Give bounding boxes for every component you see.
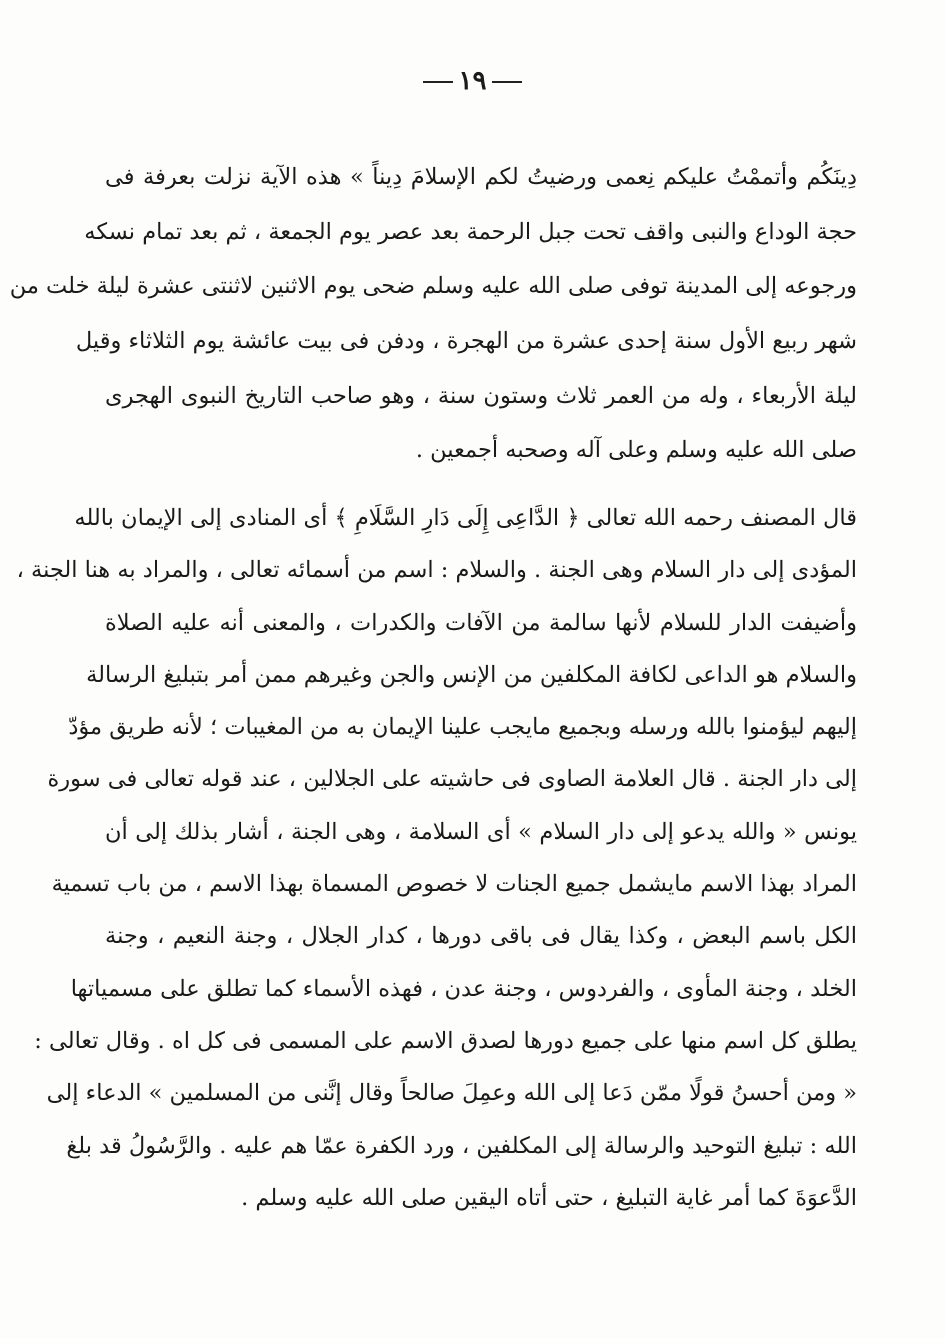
- text-line: إلى دار الجنة . قال العلامة الصاوى فى حاشيته على الجلالين ، عند قوله تعالى فى سورة: [47, 766, 857, 793]
- text-line: والسلام هو الداعى لكافة المكلفين من الإنس والجن وغيرهم ممن أمر بتبليغ الرسالة: [86, 661, 857, 688]
- text-line: شهر ربيع الأول سنة إحدى عشرة من الهجرة ، ودفن فى بيت عائشة يوم الثلاثاء وقيل: [75, 328, 857, 355]
- text-line: « ومن أحسنُ قولًا ممّن دَعا إلى الله وعمِلَ صالحاً وقال إنَّنى من المسلمين » الدعاء إلى: [46, 1080, 857, 1107]
- page-number-dash-right: [492, 81, 522, 83]
- text-line: يونس « والله يدعو إلى دار السلام » أى السلامة ، وهى الجنة ، أشار بذلك إلى أن: [105, 818, 857, 845]
- page-number-dash-left: [423, 81, 453, 83]
- paragraph-2: [16, 492, 857, 1224]
- text-line: ورجوعه إلى المدينة توفى صلى الله عليه وسلم ضحى يوم الاثنين لاثنتى عشرة ليلة خلت من: [9, 273, 857, 300]
- text-line: صلى الله عليه وسلم وعلى آله وصحبه أجمعين .: [415, 437, 857, 464]
- text-line: المراد بهذا الاسم مايشمل جميع الجنات لا خصوص المسماة بهذا الاسم ، من باب تسمية: [51, 871, 857, 898]
- text-line: المؤدى إلى دار السلام وهى الجنة . والسلام : اسم من أسمائه تعالى ، والمراد به هنا الجنة ،: [16, 557, 857, 584]
- paragraph-1: [9, 150, 857, 478]
- text-line: يطلق كل اسم منها على جميع دورها لصدق الاسم على المسمى فى كل اه . وقال تعالى :: [34, 1027, 857, 1054]
- page-number: [0, 66, 945, 96]
- text-line: الدَّعوَةَ كما أمر غاية التبليغ ، حتى أتاه اليقين صلى الله عليه وسلم .: [241, 1184, 857, 1211]
- page-number-text: ١٩: [458, 66, 487, 96]
- text-line: قال المصنف رحمه الله تعالى ﴿ الدَّاعِى إِلَى دَارِ السَّلَامِ ﴾ أى المنادى إلى الإيمان بالله: [74, 505, 857, 531]
- text-line: وأضيفت الدار للسلام لأنها سالمة من الآفات والكدرات ، والمعنى أنه عليه الصلاة: [105, 609, 857, 636]
- text-line: دِينَكُم وأتممْتُ عليكم نِعمى ورضيتُ لكم الإسلامَ دِيناً » هذه الآية نزلت بعرفة فى: [105, 164, 857, 190]
- text-line: حجة الوداع والنبى واقف تحت جبل الرحمة بعد عصر يوم الجمعة ، ثم بعد تمام نسكه: [84, 218, 857, 245]
- text-line: الخلد ، وجنة المأوى ، والفردوس ، وجنة عدن ، فهذه الأسماء كما تطلق على مسمياتها: [70, 975, 857, 1002]
- text-line: الكل باسم البعض ، وكذا يقال فى باقى دورها ، كدار الجلال ، وجنة النعيم ، وجنة: [105, 923, 857, 950]
- text-line: ليلة الأربعاء ، وله من العمر ثلاث وستون سنة ، وهو صاحب التاريخ النبوى الهجرى: [105, 382, 857, 409]
- text-line: الله : تبليغ التوحيد والرسالة إلى المكلفين ، ورد الكفرة عمّا هم عليه . والرَّسُولُ قد بلغ: [66, 1132, 857, 1159]
- text-line: إليهم ليؤمنوا بالله ورسله وبجميع مايجب علينا الإيمان به من المغيبات ؛ لأنه طريق مؤدّ: [68, 714, 857, 741]
